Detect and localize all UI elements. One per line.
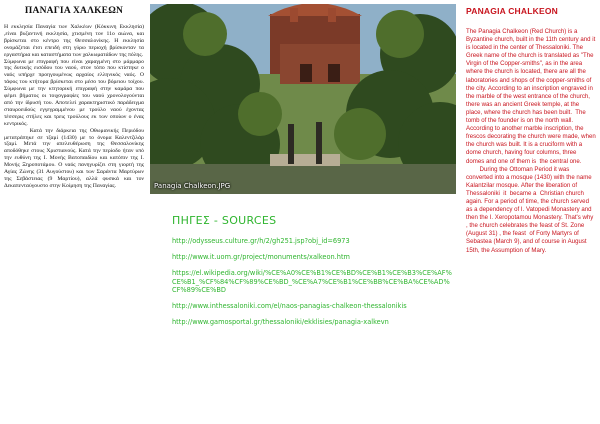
english-text-column — [466, 6, 596, 255]
greek-title: ΠΑΝΑΓΙΑ ΧΑΛΚΕΩΝ — [24, 6, 124, 16]
source-link[interactable]: http://odysseus.culture.gr/h/2/gh251.jsp?obj_id=6973 — [172, 237, 350, 245]
english-body-text: The Panagia Chalkeon (Red Church) is a Byzantine church, built in the 11th century and it is located in the center of Thessaloniki. The Greek name of the church is translated as "The Virgin of the Copper-smiths", as in the area where the church is located, there are all the laboratories and shops of the copper-smiths of the city. According to an inscription engraved in the marble of the west entrance of the church, there was an ancient Greek temple, at the place, where the church has been built. The tomb of the founder is on the north wall. According to another marble inscription, the frescos decorating the church were made, when the church was built. It is a cruciform with a dome church, having four columns, three domes and one of them is the central one. During the Ottoman Period it was converted into a mosque (1430) with the name Kalantzilar mosque. After the liberation of Thessaloniki it became a Christian church again. For a period of time, the church served as a dependency of I. Vatopedi Monastery and then the I. Xeropotamou Monastery. That's why , the church celebrates the feast of St. Zone (August 31) , the feast of Forty Martyrs of Sebastea (March 9), and of course in August 15th, the Assumption of Mary. — [466, 28, 596, 254]
source-link[interactable]: https://el.wikipedia.org/wiki/%CE%A0%CE%B1%CE%BD%CE%B1%CE%B3%CE%AF%CE%B1_%CF%84%CF%89%CE%BD_%CE%A7%CE%B1%CE%BB%CE%BA%CE%AD%CF%89%CE%BD — [172, 269, 452, 294]
church-photo-image — [150, 4, 456, 194]
sources-heading: ΠΗΓΕΣ - SOURCES — [172, 214, 277, 227]
church-photo — [150, 4, 456, 194]
greek-body-text: Η εκκλησία Παναγία των Χαλκέων (Κόκκινη Εκκλησία) ,είναι βυζαντινή εκκλησία, χτισμένη τον 11ο αιώνα, και βρίσκεται στο κέντρο της Θεσσαλονίκης. Η εκκλησία ονομάζεται έτσι επειδή στη γύρω περιοχή βρίσκονταν τα εργαστήρια και καταστήματα των χαλκωματάδων της πόλης. Σύμφωνα με επιγραφή που είναι χαραγμένη στο μάρμαρο της δυτικής εισόδου του ναού, στον τόπο που κτίστηκε ο ναός υπήρχε προηγουμένως αρχαίος ελληνικός ναός. Ο τάφος του κτήτορα βρίσκεται στο μέσο του βόρειου τοίχου. Σύμφωνα με την κτητορική επιγραφή στην καμάρα που φέρει βήματος οι τοιχογραφίες του ναού χρονολογούνται από την ίδρυσή του. Αποτελεί χαρακτηριστικό παράδειγμα σταυροειδούς εγγεγραμμένου με τρούλο ναού έχοντας τέσσερις στήλες και τρεις τρούλους εκ των οποίων ο ένας κεντρικός. Κατά την διάρκεια της Οθωμανικής Περιόδου μετατράπηκε σε τζαμί (1430) με το όνομα Καλεντζιλάρ τζαμί. Μετά την απελευθέρωση της Θεσσαλονίκης αποδόθηκε στους Χριστιανούς. Κατά την περίοδο ήταν υπό την ευθύνη της Ι. Μονής Βατοπαιδίου και κατόπιν της Ι. Μονής Ξηροποτάμου. Ο ναός πανηγυρίζει στη γιορτή της Αγίας Ζώνης (31 Αυγούστου) και των Σαράντα Μαρτύρων της Σεβάστειας (9 Μαρτίου), αλλά φυσικά και τον Δεκαπενταύγουστο στην Κοίμηση της Παναγίας. — [4, 24, 145, 189]
source-link[interactable]: http://www.it.uom.gr/project/monuments/xalkeon.htm — [172, 253, 350, 262]
source-link[interactable]: http://www.inthessaloniki.com/el/naos-panagias-chalkeon-thessalonikis — [172, 302, 407, 311]
source-link[interactable]: http://www.gamosportal.gr/thessaloniki/ekklisies/panagia-xalkevn — [172, 318, 389, 327]
english-title: PANAGIA CHALKEON — [466, 6, 558, 16]
greek-text-column — [4, 6, 144, 190]
sources-list — [172, 237, 452, 326]
sources-section — [172, 214, 452, 334]
photo-caption: Panagia Chalkeon.JPG — [154, 182, 231, 190]
